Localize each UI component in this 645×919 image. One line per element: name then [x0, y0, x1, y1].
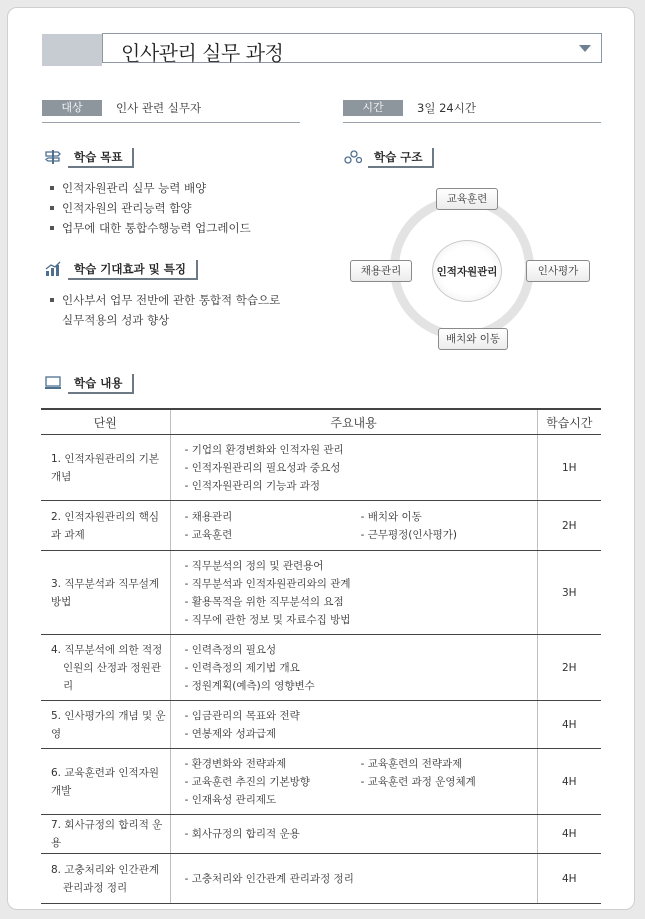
- effects-line-1: 인사부서 업무 전반에 관한 통합적 학습으로: [62, 293, 281, 307]
- detail-item: - 직무에 관한 정보 및 자료수집 방법: [184, 613, 351, 626]
- bar-chart-icon: [44, 261, 62, 277]
- monitor-icon: [44, 375, 62, 391]
- course-card: [7, 7, 635, 910]
- time-label: 시간: [343, 100, 403, 116]
- detail-item: - 정원계획(예측)의 영향변수: [184, 679, 315, 692]
- goals-heading: 학습 목표: [68, 148, 134, 168]
- time-value: 3일 24시간: [417, 101, 476, 115]
- header-main: 주요내용: [170, 409, 537, 435]
- detail-item: - 배치와 이동: [360, 510, 422, 523]
- detail-item: - 인력측정의 제기법 개요: [184, 661, 300, 674]
- effects-line-2: 실무적용의 성과 향상: [62, 313, 170, 327]
- content-heading: 학습 내용: [68, 374, 134, 394]
- unit-cell: [41, 635, 170, 701]
- time-row: [343, 100, 601, 123]
- unit-cell: 1. 인적자원관리의 기본 개념: [41, 435, 170, 501]
- list-item: 인적자원관리 실무 능력 배양: [48, 178, 251, 198]
- unit-line: 8. 고충처리와 인간관계: [51, 863, 159, 876]
- detail-item: - 환경변화와 전략과제: [184, 757, 287, 770]
- list-item: [48, 290, 280, 330]
- dropdown-arrow-icon[interactable]: [579, 45, 591, 52]
- unit-cell: 2. 인적자원관리의 핵심과 과제: [41, 501, 170, 551]
- unit-line: 인원의 산정과 정원관리: [63, 661, 161, 692]
- time-cell: 4H: [537, 815, 601, 854]
- unit-cell: 3. 직무분석과 직무설계 방법: [41, 551, 170, 635]
- time-cell: 4H: [537, 749, 601, 815]
- detail-item: - 교육훈련의 전략과제: [360, 757, 463, 770]
- detail-cell: [170, 701, 537, 749]
- time-cell: 2H: [537, 635, 601, 701]
- detail-item: - 교육훈련: [184, 528, 233, 541]
- detail-cell: [170, 551, 537, 635]
- unit-cell: [41, 854, 170, 904]
- signpost-icon: [44, 149, 62, 165]
- table-row: [41, 435, 601, 501]
- unit-cell: 6. 교육훈련과 인적자원 개발: [41, 749, 170, 815]
- table-row: [41, 815, 601, 854]
- detail-cell: [170, 854, 537, 904]
- structure-heading: 학습 구조: [368, 148, 434, 168]
- unit-line: 관리과정 정리: [63, 881, 128, 894]
- unit-line: 4. 직무분석에 의한 적정: [51, 643, 163, 656]
- detail-item: - 인력측정의 필요성: [184, 643, 277, 656]
- header-time: 학습시간: [537, 409, 601, 435]
- page-title: 인사관리 실무 과정: [121, 41, 284, 65]
- detail-item: - 인적자원관리의 필요성과 중요성: [184, 461, 341, 474]
- detail-item: - 회사규정의 합리적 운용: [184, 828, 300, 840]
- effects-list: [48, 290, 280, 330]
- table-row: [41, 701, 601, 749]
- structure-icon: [344, 149, 362, 165]
- table-row: [41, 854, 601, 904]
- structure-center: 인적자원관리: [436, 266, 498, 278]
- structure-node-left: 채용관리: [350, 260, 412, 282]
- time-cell: 1H: [537, 435, 601, 501]
- structure-node-top: 교육훈련: [436, 188, 498, 210]
- table-row: [41, 501, 601, 551]
- goals-list: [48, 178, 251, 238]
- target-label: 대상: [42, 100, 102, 116]
- detail-cell: [170, 435, 537, 501]
- time-cell: 4H: [537, 854, 601, 904]
- detail-item: - 임금관리의 목표와 전략: [184, 709, 300, 722]
- detail-item: - 직무분석과 인적자원관리와의 관계: [184, 577, 351, 590]
- detail-item: - 교육훈련 추진의 기본방향: [184, 775, 310, 788]
- structure-diagram: [346, 188, 606, 352]
- content-table: [41, 408, 601, 904]
- time-cell: 3H: [537, 551, 601, 635]
- detail-cell: [170, 749, 537, 815]
- detail-item: - 근무평정(인사평가): [360, 528, 458, 541]
- detail-item: - 활용목적을 위한 직무분석의 요점: [184, 595, 344, 608]
- list-item: 인적자원의 관리능력 함양: [48, 198, 251, 218]
- detail-item: - 교육훈련 과정 운영체계: [360, 775, 476, 788]
- detail-item: - 직무분석의 정의 및 관련용어: [184, 559, 324, 572]
- unit-cell: 7. 회사규정의 합리적 운용: [41, 815, 170, 854]
- table-row: [41, 635, 601, 701]
- detail-cell: [170, 635, 537, 701]
- list-item: 업무에 대한 통합수행능력 업그레이드: [48, 218, 251, 238]
- detail-item: - 기업의 환경변화와 인적자원 관리: [184, 443, 344, 456]
- title-accent-block: [42, 34, 102, 66]
- detail-cell: [170, 501, 537, 551]
- detail-item: - 채용관리: [184, 510, 233, 523]
- structure-node-right: 인사평가: [526, 260, 590, 282]
- structure-node-bottom: 배치와 이동: [438, 328, 508, 350]
- unit-cell: 5. 인사평가의 개념 및 운영: [41, 701, 170, 749]
- effects-heading: 학습 기대효과 및 특징: [68, 260, 198, 280]
- target-row: [42, 100, 300, 123]
- title-bar[interactable]: [102, 33, 602, 63]
- time-cell: 4H: [537, 701, 601, 749]
- table-header-row: [41, 409, 601, 435]
- detail-item: - 연봉제와 성과급제: [184, 727, 277, 740]
- header-unit: 단원: [41, 409, 170, 435]
- table-row: [41, 749, 601, 815]
- target-value: 인사 관련 실무자: [116, 101, 202, 115]
- detail-item: - 고충처리와 인간관계 관리과정 정리: [184, 872, 354, 885]
- detail-item: - 인재육성 관리제도: [184, 793, 277, 806]
- detail-item: - 인적자원관리의 기능과 과정: [184, 479, 321, 492]
- table-row: [41, 551, 601, 635]
- detail-cell: [170, 815, 537, 854]
- time-cell: 2H: [537, 501, 601, 551]
